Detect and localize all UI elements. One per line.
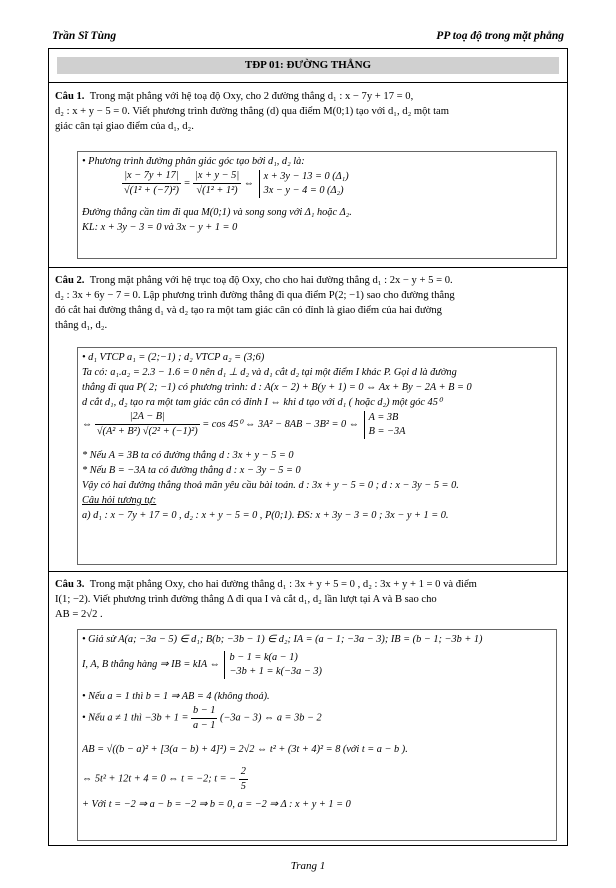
- question-label: Câu 1.: [55, 91, 85, 102]
- question-label: Câu 3.: [55, 579, 85, 590]
- question-text: d₂ : x + y − 5 = 0. Viết phương trình đường thẳng (d) qua điểm M(0;1) tạo với d₁, d₂ một tam: [55, 106, 449, 117]
- equation-system: x + 3y − 13 = 0 (Δ₁) 3x − y − 4 = 0 (Δ₂): [259, 170, 349, 198]
- question-text: Trong mặt phẳng với hệ toạ độ Oxy, cho 2 đường thẳng d₁ : x − 7y + 17 = 0,: [89, 91, 414, 102]
- solution-line: KL: x + 3y − 3 = 0 và 3x − y + 1 = 0: [82, 222, 238, 233]
- divider: [49, 82, 567, 83]
- bisector-equation: $\frac{|x - 7y + 17|}{\text{√(1² + (−7)²)}}$ = $\frac{|x + y - 5|}{\text{√(1² + 1²)}}$ ⇔ x + 3y − 13 = 0 (Δ₁) 3x − y − 4 = 0 (Δ₂): [124, 170, 349, 196]
- solution-line: Ta có: a₁.a₂ = 2.3 − 1.6 = 0 nên d₁ ⊥ d₂ và d₁ cắt d₂ tại một điểm I khác P. Gọi d là đường: [82, 367, 457, 378]
- solution-line: + Với t = −2 ⇒ a − b = −2 ⇒ b = 0, a = −2 ⇒ Δ : x + y + 1 = 0: [82, 799, 351, 810]
- question-text: d₂ : 3x + 6y − 7 = 0. Lập phương trình đường thẳng đi qua điểm P(2; −1) sao cho đường thẳng: [55, 290, 455, 301]
- equation-system: b − 1 = k(a − 1) −3b + 1 = k(−3a − 3): [224, 651, 322, 679]
- angle-equation: ⇔ $\frac{|2A - B|}{\text{√(A² + B²) √(2² + (−1)²)}}$ = cos 45⁰ ⇔ 3A² − 8AB − 3B² = 0 ⇔ A = 3B B = −3A: [82, 411, 406, 437]
- divider: [49, 267, 567, 268]
- question-text: Trong mặt phẳng với hệ trục toạ độ Oxy, cho cho hai đường thẳng d₁ : 2x − y + 5 = 0.: [89, 275, 453, 286]
- solution-line: * Nếu A = 3B ta có đường thẳng d : 3x + y − 5 = 0: [82, 450, 294, 461]
- solution-line: Vậy có hai đường thẳng thoả mãn yêu cầu bài toán. d : 3x + y − 5 = 0 ; d : x − 3y − 5 = 0.: [82, 480, 459, 491]
- question-text: I(1; −2). Viết phương trình đường thẳng Δ đi qua I và cắt d₁, d₂ lần lượt tại A và B sao cho: [55, 594, 437, 605]
- solution-line: thẳng đi qua P( 2; −1) có phương trình: d : A(x − 2) + B(y + 1) = 0 ⇔ Ax + By − 2A + B = 0: [82, 382, 472, 393]
- question-label: Câu 2.: [55, 275, 85, 286]
- question-3: [55, 577, 561, 622]
- solution-line: a) d₁ : x − 7y + 17 = 0 , d₂ : x + y − 5 = 0 , P(0;1). ĐS: x + 3y − 3 = 0 ; 3x − y + 1 = 0.: [82, 510, 449, 521]
- page-number: Trang 1: [290, 860, 326, 872]
- question-text: AB = 2√2 .: [55, 609, 103, 620]
- solution-line: * Nếu B = −3A ta có đường thẳng d : x − 3y − 5 = 0: [82, 465, 301, 476]
- solution-line: Đường thẳng cần tìm đi qua M(0;1) và song song với Δ₁ hoặc Δ₂.: [82, 207, 352, 218]
- fraction: $\frac{b - 1}{a - 1}$: [193, 705, 216, 731]
- solution-line: d cắt d₁, d₂ tạo ra một tam giác cân có đỉnh I ⇔ khi d tạo với d₁ ( hoặc d₂) một góc 45⁰: [82, 397, 442, 408]
- solution-2: [77, 347, 557, 565]
- page-header: [52, 30, 564, 46]
- fraction: $\frac{2}{5}$: [240, 766, 246, 792]
- solution-line: • d₁ VTCP a₁ = (2;−1) ; d₂ VTCP a₂ = (3;6): [82, 352, 265, 363]
- section-title: TĐP 01: ĐƯỜNG THẲNG: [57, 57, 559, 74]
- content-frame: [48, 48, 568, 846]
- solution-line: AB = √((b − a)² + [3(a − b) + 4]²) = 2√2 ⇔ t² + (3t + 4)² = 8 (với t = a − b ).: [82, 744, 408, 755]
- solution-1: [77, 151, 557, 259]
- question-1: [55, 89, 561, 134]
- solution-line: • Phương trình đường phân giác góc tạo bởi d₁, d₂ là:: [82, 156, 305, 167]
- case-equation: • Nếu a ≠ 1 thì −3b + 1 = $\frac{b - 1}{a - 1}$ (−3a − 3) ⇔ a = 3b − 2: [82, 705, 322, 731]
- question-2: [55, 273, 561, 333]
- equation-system: A = 3B B = −3A: [364, 411, 406, 439]
- solution-line: • Nếu a = 1 thì b = 1 ⇒ AB = 4 (không thoả).: [82, 691, 270, 702]
- question-text: Trong mặt phẳng Oxy, cho hai đường thẳng d₁ : 3x + y + 5 = 0 , d₂ : 3x + y + 1 = 0 và điểm: [89, 579, 477, 590]
- author-name: Trần Sĩ Tùng: [52, 30, 117, 42]
- solution-3: [77, 629, 557, 841]
- fraction: $\frac{|x + y - 5|}{\text{√(1² + 1²)}}$: [195, 170, 240, 196]
- collinear-condition: I, A, B thẳng hàng ⇒ IB = kIA ⇔ b − 1 = k(a − 1) −3b + 1 = k(−3a − 3): [82, 652, 322, 677]
- divider: [49, 571, 567, 572]
- question-text: đó cắt hai đường thẳng d₁ và d₂ tạo ra một tam giác cân có đỉnh là giao điểm của hai đường: [55, 305, 442, 316]
- fraction: $\frac{|x - 7y + 17|}{\text{√(1² + (−7)²)}}$: [124, 170, 179, 196]
- similar-questions-heading: Câu hỏi tương tự:: [82, 495, 157, 506]
- question-text: giác cân tại giao điểm của d₁, d₂.: [55, 121, 194, 132]
- quadratic-equation: ⇔ 5t² + 12t + 4 = 0 ⇔ t = −2; t = − $\frac{2}{5}$: [82, 766, 246, 792]
- fraction: $\frac{|2A - B|}{\text{√(A² + B²) √(2² + (−1)²)}}$: [96, 411, 198, 437]
- subject-title: PP toạ độ trong mặt phẳng: [436, 30, 564, 42]
- solution-line: • Giả sử A(a; −3a − 5) ∈ d₁; B(b; −3b − 1) ∈ d₂; IA = (a − 1; −3a − 3); IB = (b − 1; −3b + 1): [82, 634, 483, 645]
- question-text: thẳng d₁, d₂.: [55, 320, 108, 331]
